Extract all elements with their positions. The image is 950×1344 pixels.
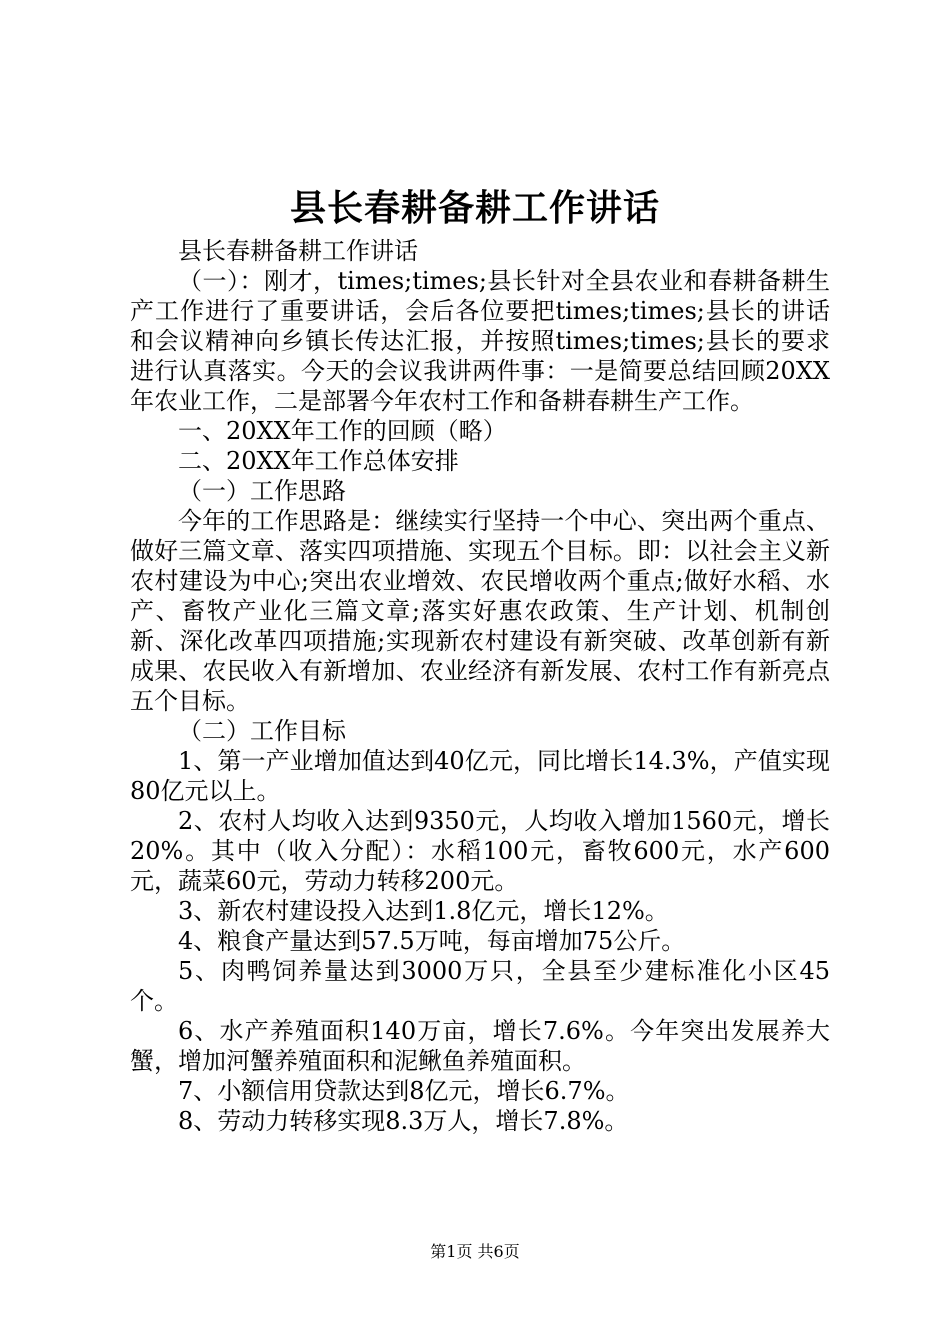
document-title: 县长春耕备耕工作讲话	[289, 187, 660, 229]
subsection-heading-approach: （一）工作思路	[178, 477, 346, 505]
subsection-heading-goals: （二）工作目标	[178, 717, 346, 745]
document-body	[130, 236, 830, 1136]
paragraph-approach: 今年的工作思路是：继续实行坚持一个中心、突出两个重点、做好三篇文章、落实四项措施、实现五个目标。即：以社会主义新农村建设为中心;突出农业增效、农民增收两个重点;做好水稻、水产、畜牧产业化三篇文章;落实好惠农政策、生产计划、机制创新、深化改革四项措施;实现新农村建设有新突破、改革创新有新成果、农民收入有新增加、农业经济有新发展、农村工作有新亮点五个目标。	[130, 507, 830, 715]
goal-item-6: 6、水产养殖面积140万亩，增长7.6%。今年突出发展养大蟹，增加河蟹养殖面积和泥鳅鱼养殖面积。	[130, 1017, 830, 1075]
paragraph-subtitle: 县长春耕备耕工作讲话	[178, 237, 418, 265]
goal-item-1: 1、第一产业增加值达到40亿元，同比增长14.3%，产值实现80亿元以上。	[130, 747, 830, 805]
goal-item-2: 2、农村人均收入达到9350元，人均收入增加1560元，增长20%。其中（收入分配）：水稻100元，畜牧600元，水产600元，蔬菜60元，劳动力转移200元。	[130, 807, 830, 895]
goal-item-7: 7、小额信用贷款达到8亿元，增长6.7%。	[178, 1077, 630, 1105]
goal-item-3: 3、新农村建设投入达到1.8亿元，增长12%。	[178, 897, 669, 925]
paragraph-intro: （一）：刚才，times;times;县长针对全县农业和春耕备耕生产工作进行了重要讲话，会后各位要把times;times;县长的讲话和会议精神向乡镇长传达汇报，并按照times;times;县长的要求进行认真落实。今天的会议我讲两件事：一是简要总结回顾20XX年农业工作，二是部署今年农村工作和备耕春耕生产工作。	[130, 267, 830, 415]
section-heading-review: 一、20XX年工作的回顾（略）	[178, 417, 507, 445]
section-heading-arrangement: 二、20XX年工作总体安排	[178, 447, 459, 475]
page-footer: 第1页 共6页	[430, 1242, 520, 1261]
goal-item-8: 8、劳动力转移实现8.3万人，增长7.8%。	[178, 1107, 629, 1135]
goal-item-4: 4、粮食产量达到57.5万吨，每亩增加75公斤。	[178, 927, 686, 955]
goal-item-5: 5、肉鸭饲养量达到3000万只，全县至少建标准化小区45个。	[130, 957, 830, 1015]
